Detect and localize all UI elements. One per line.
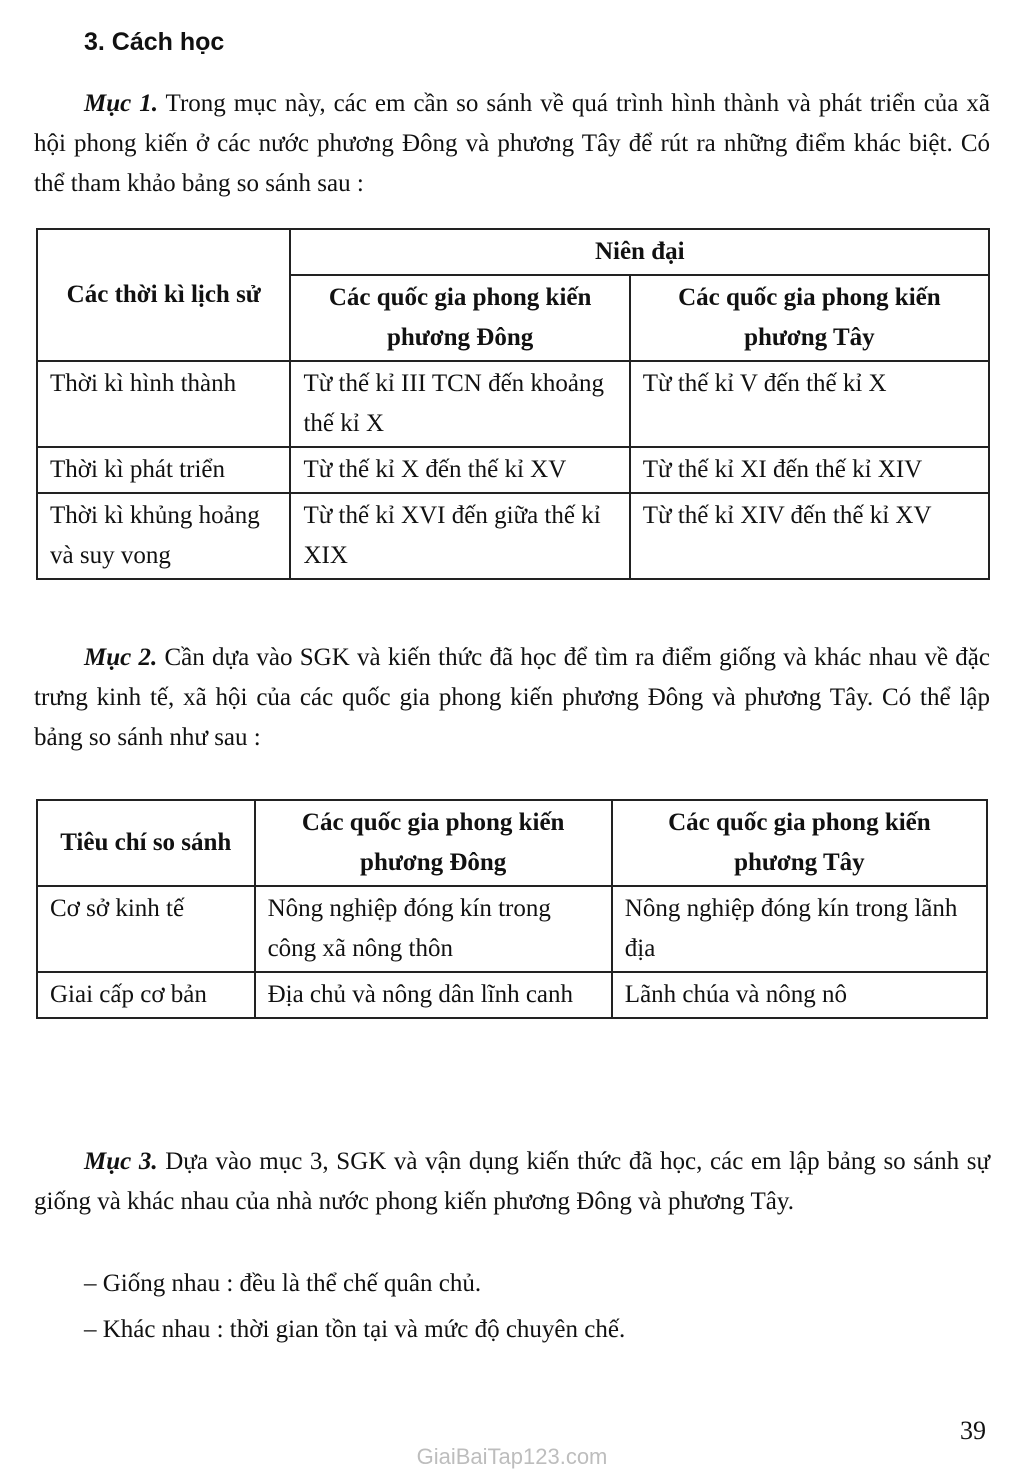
muc3-paragraph (34, 1142, 990, 1222)
table-row (37, 886, 987, 972)
table-row (37, 447, 989, 493)
west-cell: Từ thế kỉ V đến thế kỉ X (630, 361, 989, 447)
west-cell: Từ thế kỉ XI đến thế kỉ XIV (630, 447, 989, 493)
muc2-paragraph (34, 638, 990, 758)
bullet-similarity: – Giống nhau : đều là thể chế quân chủ. (84, 1270, 482, 1297)
muc2-text: Cần dựa vào SGK và kiến thức đã học để tìm ra điểm giống và khác nhau về đặc trưng kinh tế, xã hội của các quốc gia phong kiến phương Đông và phương Tây. Có thể lập bảng so sánh như sau : (34, 644, 990, 751)
east-cell: Từ thế kỉ III TCN đến khoảng thế kỉ X (290, 361, 629, 447)
table-row (37, 493, 989, 579)
west-cell: Lãnh chúa và nông nô (612, 972, 987, 1018)
west-cell: Từ thế kỉ XIV đến thế kỉ XV (630, 493, 989, 579)
header-west: Các quốc gia phong kiến phương Tây (630, 275, 989, 361)
east-cell: Nông nghiệp đóng kín trong công xã nông thôn (255, 886, 612, 972)
period-cell: Thời kì hình thành (37, 361, 290, 447)
table-header-row (37, 800, 987, 886)
table-row (37, 361, 989, 447)
period-cell: Thời kì khủng hoảng và suy vong (37, 493, 290, 579)
table-header-row (37, 229, 989, 275)
watermark: GiaiBaiTap123.com (416, 1444, 608, 1469)
header-criteria: Tiêu chí so sánh (37, 800, 255, 886)
header-nien-dai: Niên đại (290, 229, 989, 275)
section-heading: 3. Cách học (84, 28, 225, 56)
east-cell: Địa chủ và nông dân lĩnh canh (255, 972, 612, 1018)
muc3-lead: Mục 3. (84, 1148, 158, 1175)
table-row (37, 972, 987, 1018)
period-comparison-table (36, 228, 990, 580)
muc1-lead: Mục 1. (84, 90, 158, 117)
page-number: 39 (960, 1416, 986, 1445)
muc3-text: Dựa vào mục 3, SGK và vận dụng kiến thức đã học, các em lập bảng so sánh sự giống và khác nhau của nhà nước phong kiến phương Đông và phương Tây. (34, 1148, 991, 1215)
criteria-cell: Cơ sở kinh tế (37, 886, 255, 972)
west-cell: Nông nghiệp đóng kín trong lãnh địa (612, 886, 987, 972)
period-cell: Thời kì phát triển (37, 447, 290, 493)
header-east: Các quốc gia phong kiến phương Đông (290, 275, 629, 361)
muc1-paragraph (34, 84, 990, 204)
east-cell: Từ thế kỉ XVI đến giữa thế kỉ XIX (290, 493, 629, 579)
criteria-cell: Giai cấp cơ bản (37, 972, 255, 1018)
muc1-text: Trong mục này, các em cần so sánh về quá trình hình thành và phát triển của xã hội phong kiến ở các nước phương Đông và phương Tây để rút ra những điểm khác biệt. Có thể tham khảo bảng so sánh sau : (34, 90, 990, 197)
header-west: Các quốc gia phong kiến phương Tây (612, 800, 987, 886)
muc2-lead: Mục 2. (84, 644, 158, 671)
bullet-difference: – Khác nhau : thời gian tồn tại và mức độ chuyên chế. (84, 1316, 626, 1343)
feature-comparison-table (36, 799, 988, 1019)
header-east: Các quốc gia phong kiến phương Đông (255, 800, 612, 886)
east-cell: Từ thế kỉ X đến thế kỉ XV (290, 447, 629, 493)
header-periods: Các thời kì lịch sử (37, 229, 290, 361)
